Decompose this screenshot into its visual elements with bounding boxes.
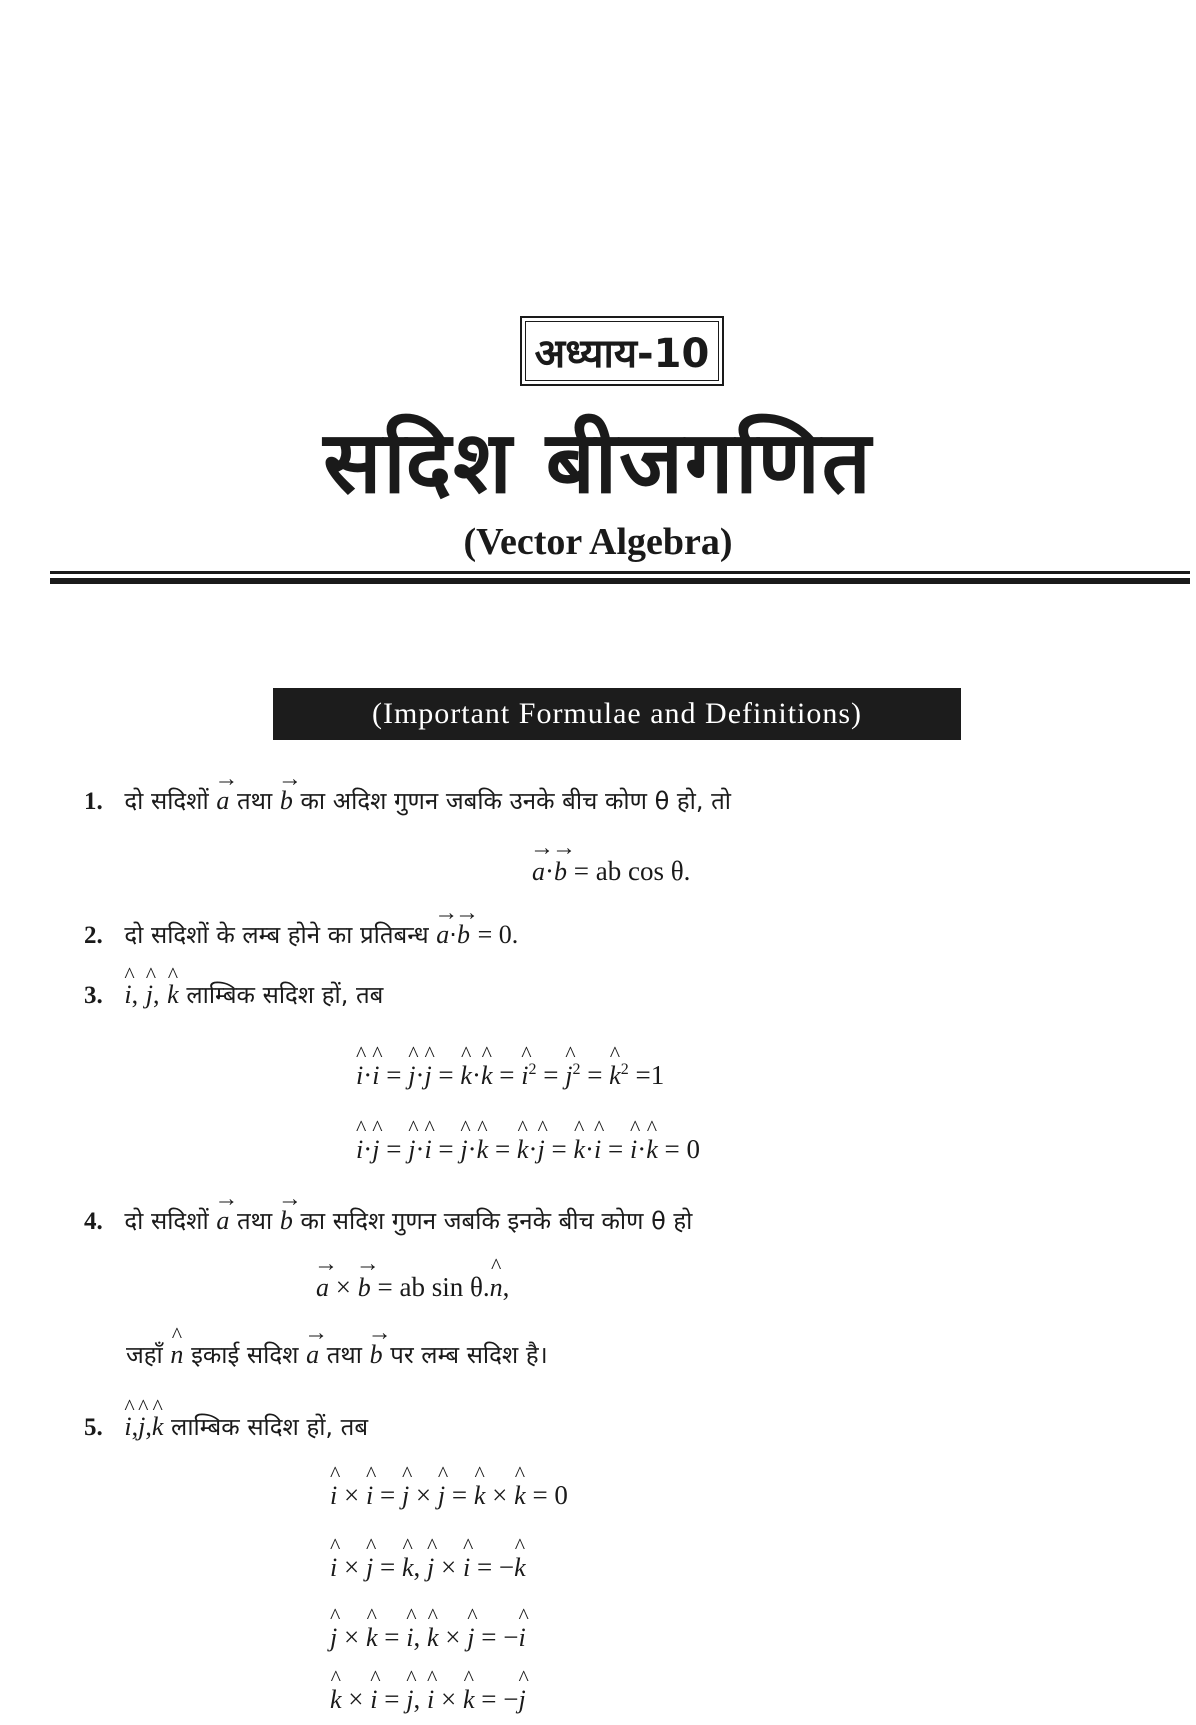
item-4-where: जहाँ ^ n इकाई सदिश → a तथा → b पर लम्ब सदिश है। [126, 1340, 548, 1370]
chapter-label: अध्याय-10 [520, 316, 724, 386]
item-5: 5. ^ i,^ j,^ k लाम्बिक सदिश हों, तब [84, 1412, 368, 1443]
item-4-formula: → a × → b = ab sin θ.^ n, [316, 1272, 509, 1303]
title-rule-thick [50, 578, 1190, 584]
item-4: 4. दो सदिशों → a तथा → b का सदिश गुणन जबकि इनके बीच कोण θ हो [84, 1206, 692, 1237]
english-title: (Vector Algebra) [463, 521, 733, 563]
item-5-formula-c: ^ j × ^ k = ^ i, ^ k × ^ j = −^ i [330, 1622, 526, 1653]
item-1: 1. दो सदिशों → a तथा → b का अदिश गुणन जबकि उनके बीच कोण θ हो, तो [84, 786, 731, 817]
item-2: 2. दो सदिशों के लम्ब होने का प्रतिबन्ध → a·→ b = 0. [84, 920, 518, 951]
item-5-formula-a: ^ i × ^ i = ^ j × ^ j = ^ k × ^ k = 0 [330, 1480, 568, 1511]
item-1-formula: → a·→ b = ab cos θ. [532, 856, 690, 887]
item-5-formula-d: ^ k × ^ i = ^ j, ^ i × ^ k = −^ j [330, 1684, 526, 1715]
title-rule-thin [50, 571, 1190, 574]
item-3: 3. ^ i, ^ j, ^ k लाम्बिक सदिश हों, तब [84, 980, 383, 1011]
item-3-formula-b: ^ i·^ j = ^ j·^ i = ^ j·^ k = ^ k·^ j = ^ k·^ i = ^ i·^ k = 0 [356, 1134, 700, 1165]
formulae-banner: (Important Formulae and Definitions) [273, 688, 961, 740]
item-5-formula-b: ^ i × ^ j = ^ k, ^ j × ^ i = −^ k [330, 1552, 526, 1583]
item-3-formula-a: ^ i·^ i = ^ j·^ j = ^ k·^ k = ^ $i^2$ = ^ $j^2$ = ^ $k^2 =1$ [356, 1060, 664, 1091]
hindi-title: सदिश बीजगणित [323, 413, 873, 513]
